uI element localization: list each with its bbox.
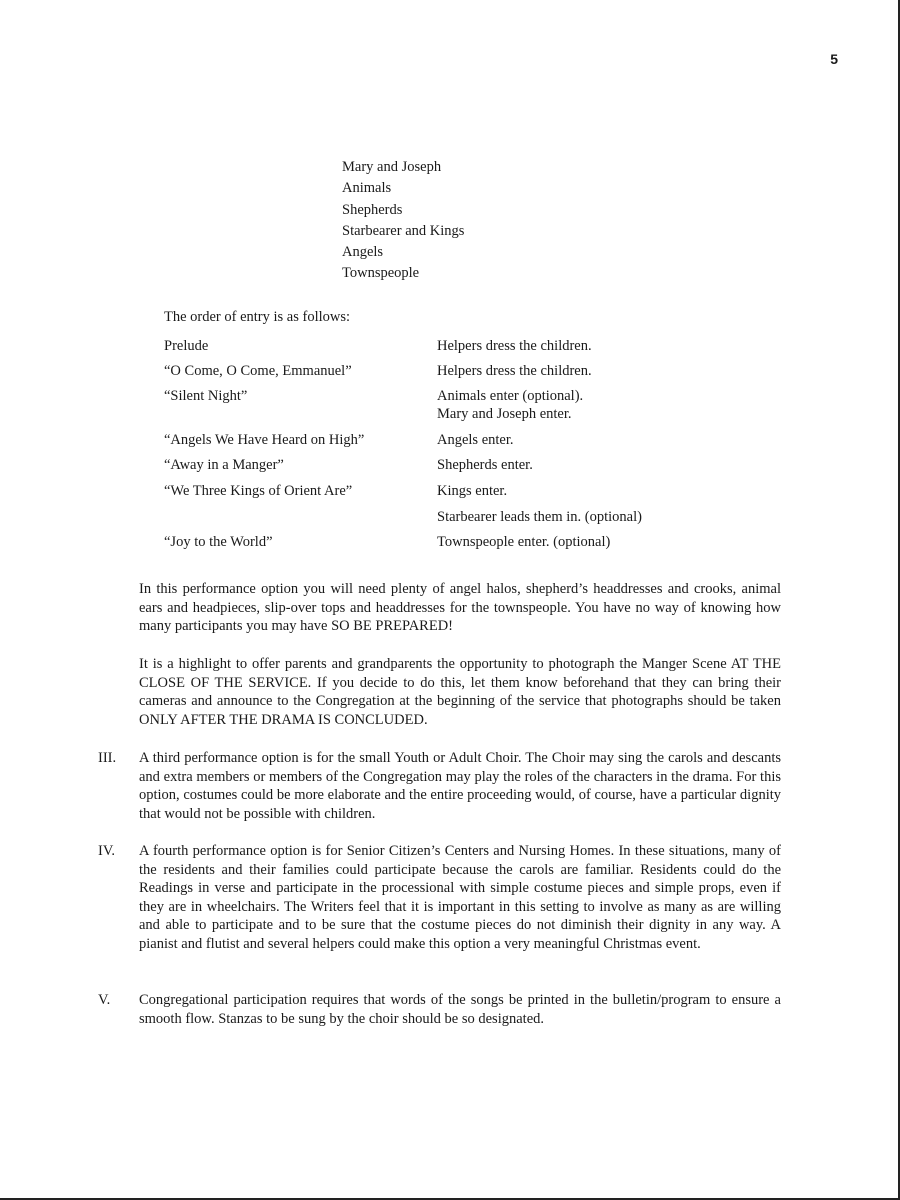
character-item: Mary and Joseph	[342, 159, 442, 175]
song-title: “We Three Kings of Orient Are”	[164, 483, 353, 499]
entry-action-line: Townspeople enter. (optional)	[437, 534, 611, 550]
character-item: Townspeople	[342, 265, 420, 282]
entry-action	[437, 456, 727, 474]
entry-action	[437, 508, 727, 526]
song-title: “Silent Night”	[164, 388, 248, 404]
entry-action-line: Kings enter.	[437, 483, 508, 499]
option-number: III.	[98, 750, 117, 766]
entry-action-line: Shepherds enter.	[437, 457, 533, 473]
entry-action	[437, 387, 727, 423]
song-title: “Joy to the World”	[164, 534, 273, 550]
entry-action	[437, 431, 727, 449]
costumes-paragraph: In this performance option you will need plenty of angel halos, shepherd’s headdresses and crooks, animal ears and headpieces, slip-over tops and headdresses for the townspeople. You have no way of knowing how many participants you may have SO BE PREPARED!	[139, 581, 781, 634]
option-number: V.	[98, 992, 111, 1008]
option-item	[98, 842, 781, 953]
option-item	[98, 749, 781, 823]
photos-paragraph: It is a highlight to offer parents and grandparents the opportunity to photograph the Manger Scene AT THE CLOSE OF THE SERVICE. If you decide to do this, let them know beforehand that they can bring their cameras and announce to the Congregation at the beginning of the service that photographs should be taken ONLY AFTER THE DRAMA IS CONCLUDED.	[139, 656, 781, 728]
page-number: 5	[830, 51, 838, 67]
option-text: A fourth performance option is for Senior Citizen’s Centers and Nursing Homes. In these situations, many of the residents and their families could participate because the carols are familiar. Residents could do the Readings in verse and participate in the processional with simple costume pieces and simple props, even if they are in wheelchairs. The Writers feel that it is important in this setting to involve as many as are willing and able to participate and to be sure that the costume pieces do not diminish their dignity in any way. A pianist and flutist and several helpers could make this option a very meaningful Christmas event.	[139, 843, 781, 952]
entry-action-line: Angels enter.	[437, 432, 514, 448]
song-title: Prelude	[164, 338, 209, 354]
entry-action-line: Mary and Joseph enter.	[437, 406, 572, 422]
entry-action	[437, 533, 727, 551]
option-text: Congregational participation requires that words of the songs be printed in the bulletin/program to ensure a smooth flow. Stanzas to be sung by the choir should be so designated.	[139, 992, 781, 1027]
character-list	[342, 157, 464, 285]
character-item: Shepherds	[342, 201, 403, 218]
entry-action	[437, 482, 727, 500]
order-intro: The order of entry is as follows:	[164, 309, 351, 325]
option-number: IV.	[98, 843, 116, 859]
character-item: Starbearer and Kings	[342, 222, 465, 239]
entry-action-line: Starbearer leads them in. (optional)	[437, 509, 642, 525]
song-title: “Away in a Manger”	[164, 457, 284, 473]
entry-action-line: Helpers dress the children.	[437, 363, 592, 379]
song-title: “Angels We Have Heard on High”	[164, 432, 365, 448]
option-item	[98, 991, 781, 1028]
character-item: Animals	[342, 180, 392, 197]
entry-action	[437, 337, 727, 355]
entry-action-line: Helpers dress the children.	[437, 338, 592, 354]
option-text: A third performance option is for the small Youth or Adult Choir. The Choir may sing the carols and descants and extra members or members of the Congregation may play the roles of the characters in the drama. For this option, costumes could be more elaborate and the entire proceeding would, of course, have a particular dignity that would not be possible with children.	[139, 750, 781, 822]
character-item: Angels	[342, 244, 384, 261]
entry-action-line: Animals enter (optional).	[437, 388, 584, 404]
song-title: “O Come, O Come, Emmanuel”	[164, 363, 352, 379]
entry-action	[437, 362, 727, 380]
